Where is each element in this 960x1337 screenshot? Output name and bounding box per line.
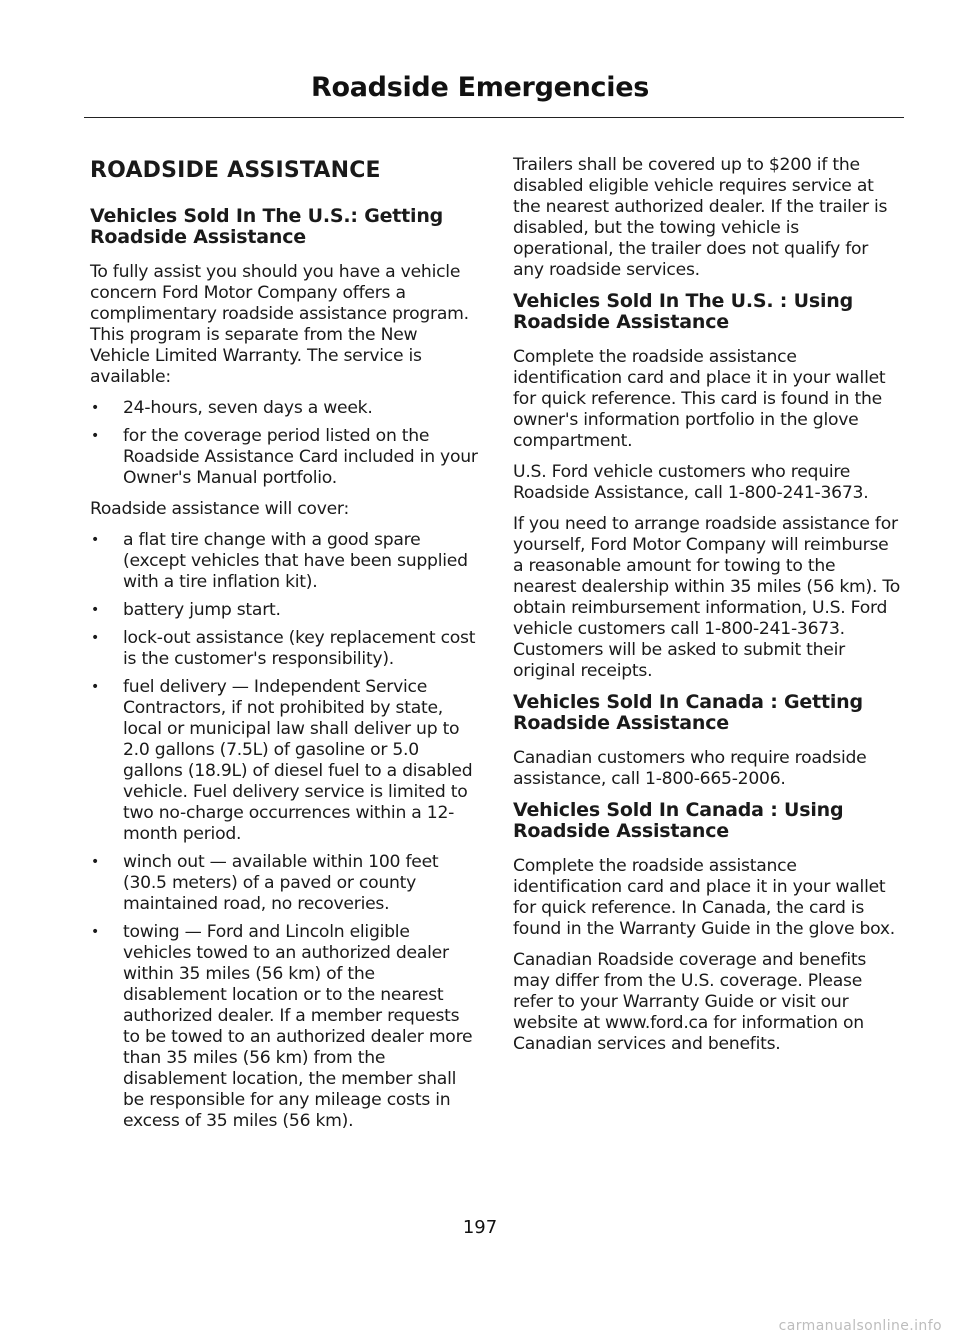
list-item: • lock-out assistance (key replacement cost is the customer's responsibility).	[90, 628, 478, 670]
page-number: 197	[462, 1217, 498, 1238]
coverage-intro: Roadside assistance will cover:	[90, 499, 349, 519]
coverage-list	[90, 530, 478, 1132]
header-divider	[84, 117, 904, 118]
us-call-paragraph: U.S. Ford vehicle customers who require Roadside Assistance, call 1-800-241-3673.	[513, 462, 869, 503]
list-item: • battery jump start.	[90, 600, 478, 621]
page-header-title: Roadside Emergencies	[311, 72, 649, 103]
heading-us-using-assistance: Vehicles Sold In The U.S. : Using Roadside Assistance	[513, 290, 853, 333]
heading-canada-getting-assistance: Vehicles Sold In Canada : Getting Roadside Assistance	[513, 691, 863, 734]
list-item: • fuel delivery — Independent Service Contractors, if not prohibited by state, local or municipal law shall deliver up to 2.0 gallons (7.5L) of gasoline or 5.0 gallons (18.9L) of diesel fuel to a disabled vehicle. Fuel delivery service is limited to two no-charge occurrences within a 12-month period.	[90, 677, 478, 845]
list-item: • for the coverage period listed on the Roadside Assistance Card included in your Owner's Manual portfolio.	[90, 426, 478, 489]
us-reimburse-paragraph: If you need to arrange roadside assistance for yourself, Ford Motor Company will reimburse a reasonable amount for towing to the nearest dealership within 35 miles (56 km). To obtain reimbursement information, U.S. Ford vehicle customers call 1-800-241-3673. Customers will be asked to submit their original receipts.	[513, 514, 901, 681]
list-item: • a flat tire change with a good spare (except vehicles that have been supplied with a tire inflation kit).	[90, 530, 478, 593]
us-card-paragraph: Complete the roadside assistance identification card and place it in your wallet for quick reference. This card is found in the owner's information portfolio in the glove compartment.	[513, 347, 886, 451]
intro-paragraph: To fully assist you should you have a vehicle concern Ford Motor Company offers a complimentary roadside assistance program. This program is separate from the New Vehicle Limited Warranty. The service is available:	[90, 262, 469, 387]
right-column	[513, 155, 903, 1065]
watermark: carmanualsonline.info	[778, 1318, 942, 1334]
canada-coverage-paragraph: Canadian Roadside coverage and benefits may differ from the U.S. coverage. Please refer to your Warranty Guide or visit our website at www.ford.ca for information on Canadian services and benefits.	[513, 950, 867, 1054]
availability-list	[90, 398, 478, 489]
canada-call-paragraph: Canadian customers who require roadside assistance, call 1-800-665-2006.	[513, 748, 867, 789]
list-item: • towing — Ford and Lincoln eligible vehicles towed to an authorized dealer within 35 miles (56 km) of the disablement location or to the nearest authorized dealer. If a member requests to be towed to an authorized dealer more than 35 miles (56 km) from the disablement location, the member shall be responsible for any mileage costs in excess of 35 miles (56 km).	[90, 922, 478, 1132]
heading-us-getting-assistance: Vehicles Sold In The U.S.: Getting Roadside Assistance	[90, 205, 444, 248]
list-item: • 24-hours, seven days a week.	[90, 398, 478, 419]
canada-card-paragraph: Complete the roadside assistance identification card and place it in your wallet for quick reference. In Canada, the card is found in the Warranty Guide in the glove box.	[513, 856, 896, 939]
section-title: ROADSIDE ASSISTANCE	[90, 158, 381, 183]
left-column	[90, 150, 478, 1142]
heading-canada-using-assistance: Vehicles Sold In Canada : Using Roadside Assistance	[513, 799, 844, 842]
trailers-paragraph: Trailers shall be covered up to $200 if the disabled eligible vehicle requires service at the nearest authorized dealer. If the trailer is disabled, but the towing vehicle is operational, the trailer does not qualify for any roadside services.	[513, 155, 888, 280]
list-item: • winch out — available within 100 feet (30.5 meters) of a paved or county maintained road, no recoveries.	[90, 852, 478, 915]
